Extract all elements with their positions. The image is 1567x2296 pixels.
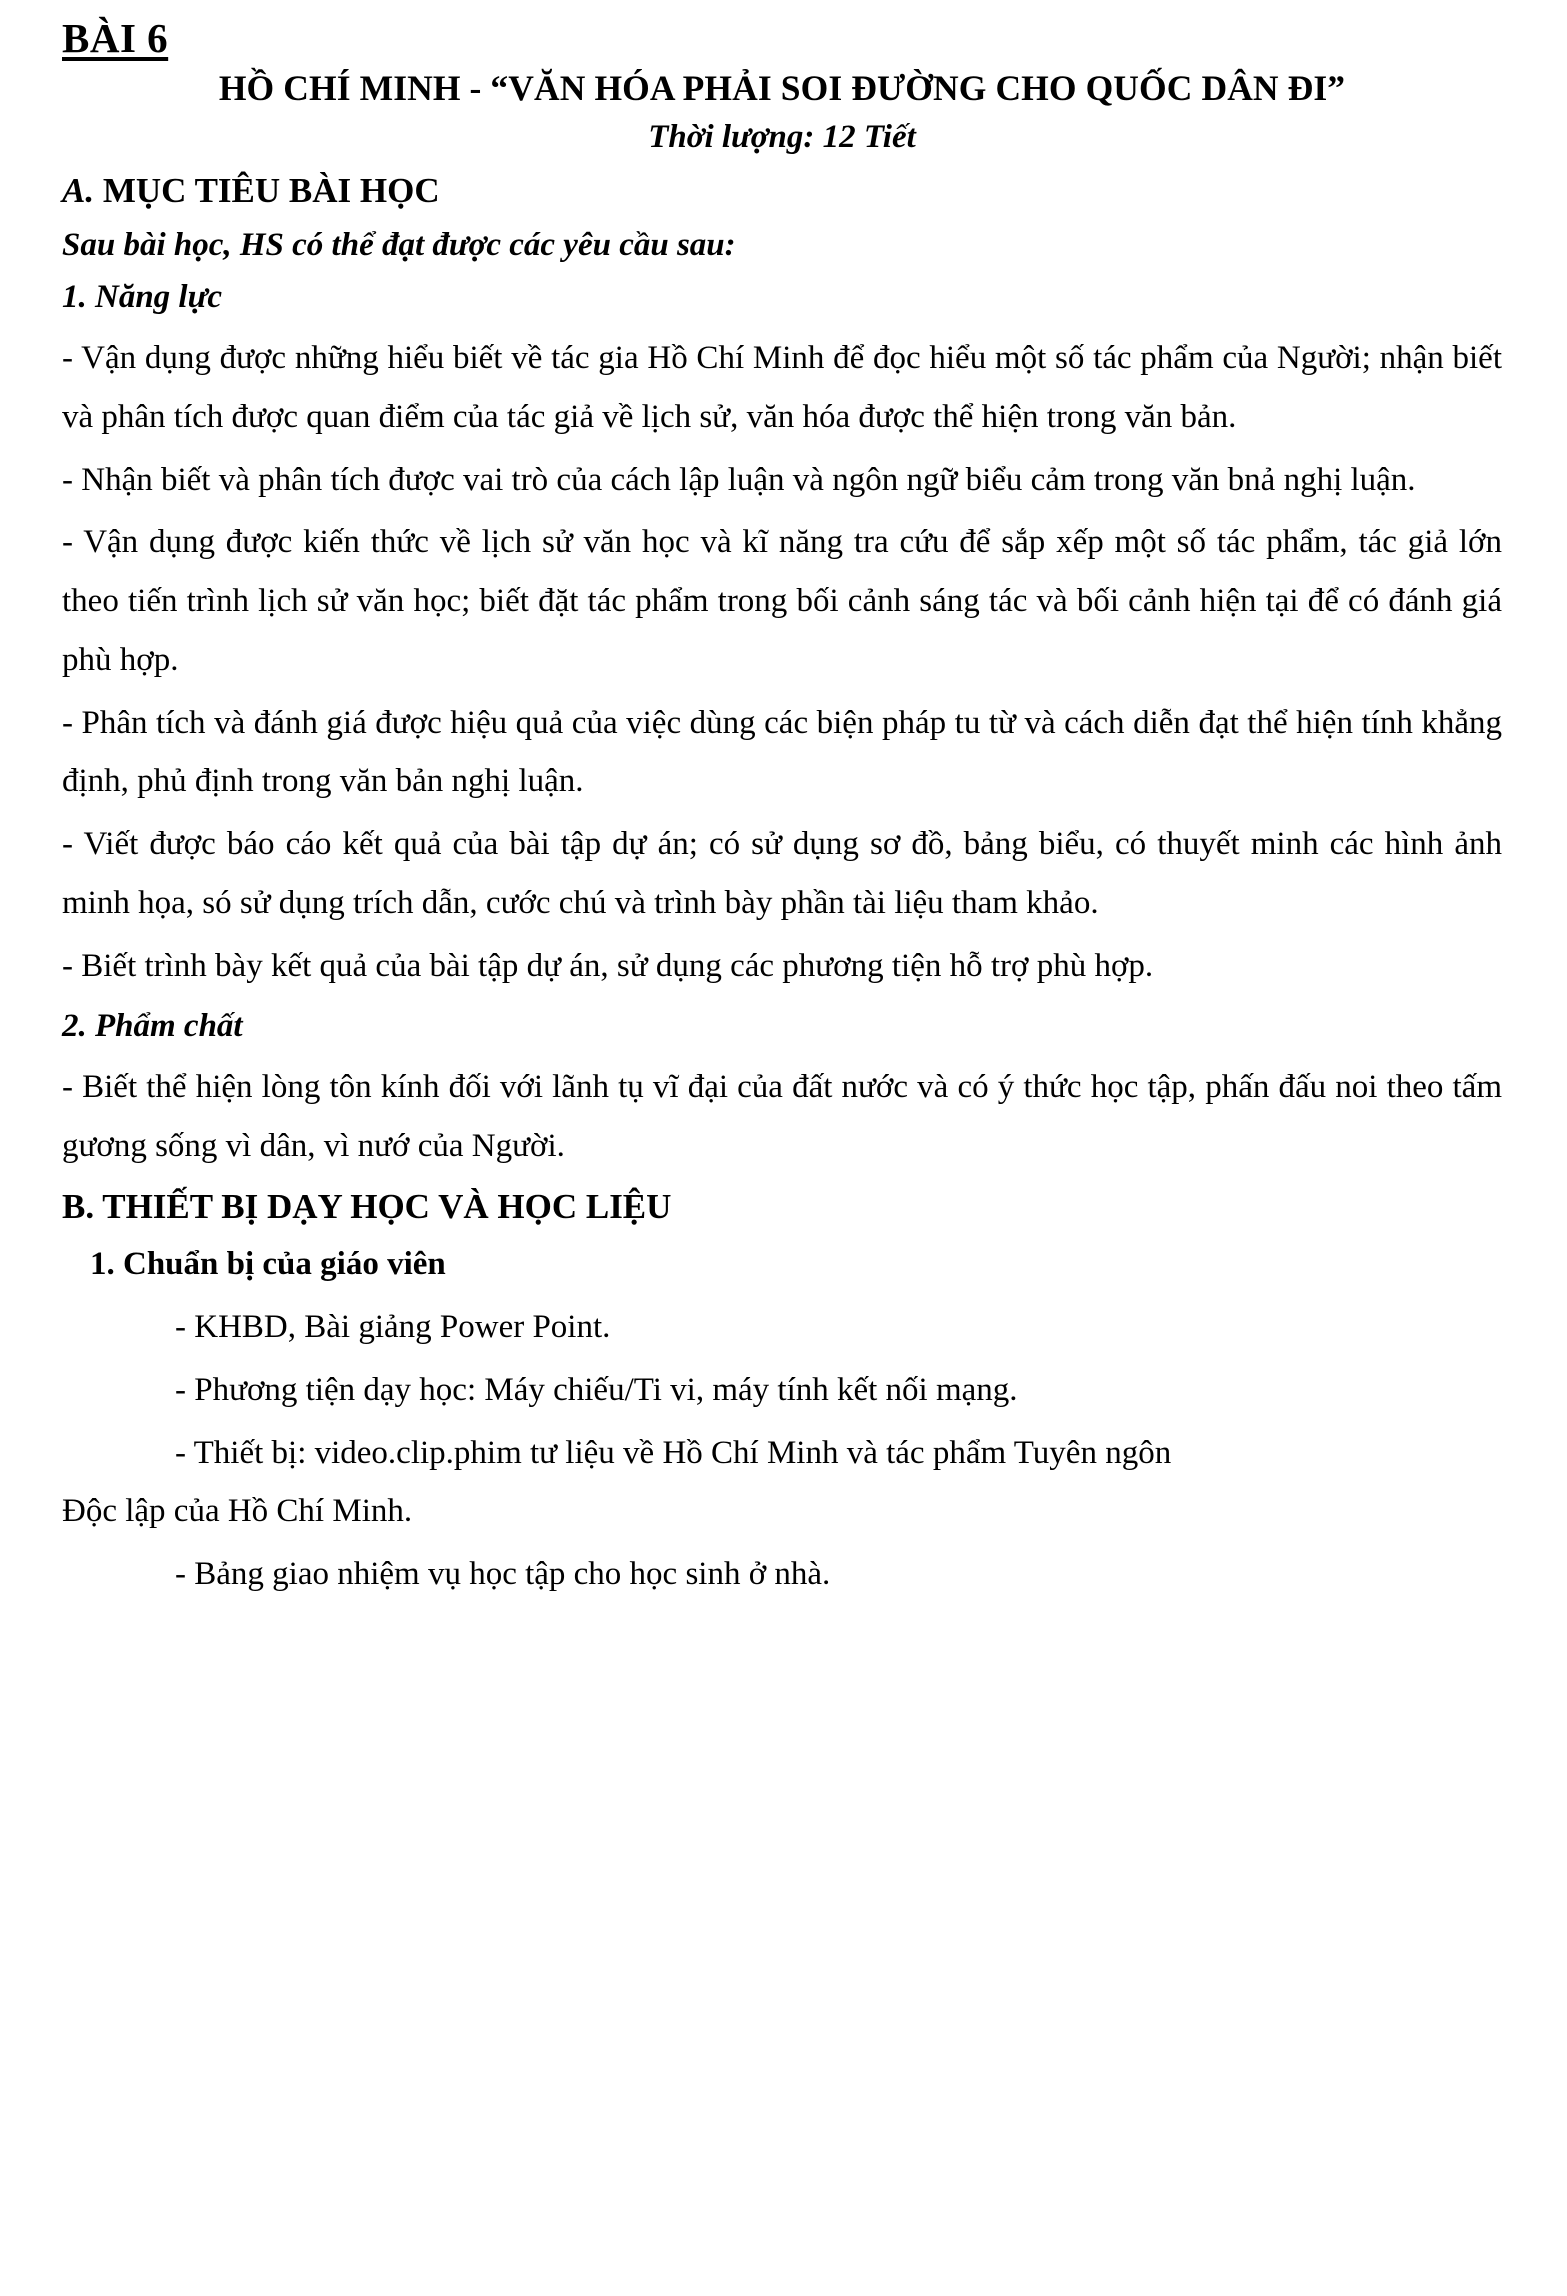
teacher-prep-item: - Bảng giao nhiệm vụ học tập cho học sinh ở nhà. [175, 1556, 831, 1593]
teacher-prep-item: - Thiết bị: video.clip.phim tư liệu về Hồ Chí Minh và tác phẩm Tuyên ngôn [175, 1434, 1172, 1471]
section-b-letter: B. [62, 1186, 95, 1226]
section-a-title: MỤC TIÊU BÀI HỌC [102, 171, 440, 210]
document-content [62, 14, 1502, 1608]
section-a-heading [62, 168, 1502, 214]
section-b-title: THIẾT BỊ DẠY HỌC VÀ HỌC LIỆU [102, 1186, 672, 1226]
competency-item: - Biết trình bày kết quả của bài tập dự án, sử dụng các phương tiện hỗ trợ phù hợp. [62, 947, 1154, 984]
section-b-sub1-heading: 1. Chuẩn bị của giáo viên [90, 1246, 446, 1283]
competency-item: - Phân tích và đánh giá được hiệu quả của việc dùng các biện pháp tu từ và cách diễn đạt thể hiện tính khẳng định, phủ định trong văn bản nghị luận. [62, 704, 1502, 800]
lesson-number-label: BÀI 6 [62, 15, 169, 61]
competency-item: - Viết được báo cáo kết quả của bài tập dự án; có sử dụng sơ đồ, bảng biểu, có thuyết minh các hình ảnh minh họa, só sử dụng trích dẫn, cước chú và trình bày phần tài liệu tham khảo. [62, 826, 1502, 921]
teacher-prep-item: - KHBD, Bài giảng Power Point. [175, 1309, 611, 1346]
teacher-prep-item: - Phương tiện dạy học: Máy chiếu/Ti vi, máy tính kết nối mạng. [175, 1371, 1018, 1408]
teacher-prep-item-continuation: Độc lập của Hồ Chí Minh. [62, 1493, 413, 1530]
competency-item: - Vận dụng được kiến thức về lịch sử văn học và kĩ năng tra cứu để sắp xếp một số tác phẩm, tác giả lớn theo tiến trình lịch sử văn học; biết đặt tác phẩm trong bối cảnh sáng tác và bối cảnh hiện tại để có đánh giá phù hợp. [62, 524, 1502, 678]
section-a-letter: A. [62, 171, 95, 210]
section-a-sub2-heading: 2. Phẩm chất [62, 1008, 243, 1045]
document-title: HỒ CHÍ MINH - “VĂN HÓA PHẢI SOI ĐƯỜNG CHO QUỐC DÂN ĐI” [218, 68, 1346, 109]
section-a-intro: Sau bài học, HS có thể đạt được các yêu cầu sau: [62, 226, 736, 263]
competency-item: - Nhận biết và phân tích được vai trò của cách lập luận và ngôn ngữ biểu cảm trong văn bnả nghị luận. [62, 461, 1416, 498]
document-subtitle: Thời lượng: 12 Tiết [648, 118, 916, 155]
competency-item: - Vận dụng được những hiểu biết về tác gia Hồ Chí Minh để đọc hiểu một số tác phẩm của Người; nhận biết và phân tích được quan điểm của tác giả về lịch sử, văn hóa được thể hiện trong văn bản. [62, 340, 1502, 436]
lesson-number-heading [62, 14, 1502, 62]
section-a-sub1-heading: 1. Năng lực [62, 279, 223, 316]
quality-item: - Biết thể hiện lòng tôn kính đối với lãnh tụ vĩ đại của đất nước và có ý thức học tập, phấn đấu noi theo tấm gương sống vì dân, vì nướ của Người. [62, 1069, 1502, 1164]
section-b-heading [62, 1184, 1502, 1230]
